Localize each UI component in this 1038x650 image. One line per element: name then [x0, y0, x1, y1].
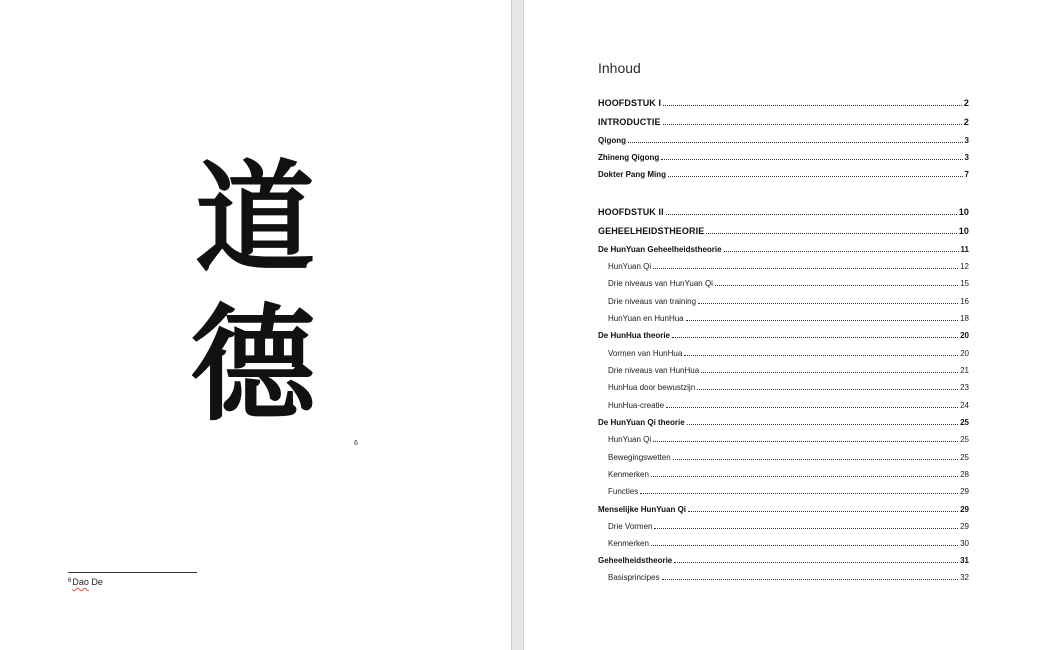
toc-entry-page: 32	[960, 573, 969, 582]
toc-entry-page: 2	[963, 117, 969, 127]
toc-entry-page: 12	[960, 262, 969, 271]
toc-entry[interactable]	[598, 346, 969, 358]
toc-entry-label: HOOFDSTUK I	[598, 98, 662, 108]
toc-entry-label: Vormen van HunHua	[608, 349, 683, 358]
toc-entry-page: 25	[960, 453, 969, 462]
toc-entry-page: 29	[960, 505, 969, 514]
toc-entry[interactable]	[598, 415, 969, 427]
toc-entry[interactable]	[598, 450, 969, 462]
toc-entry-label: HunYuan en HunHua	[608, 314, 684, 323]
toc-leader-dots	[654, 527, 958, 529]
toc-leader-dots	[668, 175, 963, 177]
toc-leader-dots	[715, 284, 958, 286]
toc-entry-label: Zhineng Qigong	[598, 153, 660, 162]
footnote-text: De	[91, 577, 103, 587]
toc-entry-page: 25	[960, 435, 969, 444]
footnote	[68, 577, 103, 587]
footnote-separator	[68, 572, 197, 573]
toc-entry-page: 23	[960, 383, 969, 392]
toc-leader-dots	[686, 319, 958, 321]
toc-leader-dots	[651, 544, 958, 546]
toc-entry-label: Qigong	[598, 136, 626, 145]
toc-entry-page: 24	[960, 401, 969, 410]
toc-entry[interactable]	[598, 432, 969, 444]
toc-entry[interactable]	[598, 150, 969, 162]
toc-entry-label: HunHua door bewustzijn	[608, 383, 696, 392]
toc-entry-label: GEHEELHEIDSTHEORIE	[598, 226, 705, 236]
toc-leader-dots	[698, 302, 958, 304]
toc-entry-page: 18	[960, 314, 969, 323]
toc-entry-label: Geheelheidstheorie	[598, 556, 673, 565]
toc-leader-dots	[673, 458, 958, 460]
toc-entry[interactable]	[598, 259, 969, 271]
toc-entry-label: Functies	[608, 487, 639, 496]
toc-leader-dots	[688, 510, 958, 512]
toc-entry[interactable]	[598, 570, 969, 582]
toc-entry-label: HOOFDSTUK II	[598, 207, 664, 217]
toc-leader-dots	[663, 104, 962, 106]
toc-entry-label: HunHua-creatie	[608, 401, 665, 410]
toc-entry[interactable]	[598, 224, 969, 236]
toc-entry[interactable]	[598, 363, 969, 375]
toc-entry-page: 15	[960, 279, 969, 288]
toc-leader-dots	[653, 267, 958, 269]
toc-title: Inhoud	[598, 60, 641, 76]
toc-entry-page: 31	[960, 556, 969, 565]
toc-entry[interactable]	[598, 398, 969, 410]
toc-entry-label: Kenmerken	[608, 470, 649, 479]
toc-entry-page: 29	[960, 487, 969, 496]
toc-entry-label: Drie niveaus van training	[608, 297, 697, 306]
toc-entry[interactable]	[598, 294, 969, 306]
toc-entry-page: 10	[958, 207, 969, 217]
toc-entry-label: Kenmerken	[608, 539, 649, 548]
footnote-word-misspelled[interactable]: Dao	[72, 577, 89, 587]
toc-entry-page: 16	[960, 297, 969, 306]
toc-entry[interactable]	[598, 115, 969, 127]
toc-entry[interactable]	[598, 242, 969, 254]
footnote-number: 6	[68, 578, 72, 584]
toc-entry-label: Bewegingswetten	[608, 453, 671, 462]
toc-entry-label: De HunYuan Geheelheidstheorie	[598, 245, 722, 254]
calligraphy-image	[185, 140, 325, 430]
toc-entry[interactable]	[598, 519, 969, 531]
toc-entry[interactable]	[598, 536, 969, 548]
toc-leader-dots	[666, 406, 958, 408]
toc-entry[interactable]	[598, 311, 969, 323]
toc-entry[interactable]	[598, 276, 969, 288]
toc-leader-dots	[672, 336, 958, 338]
toc-entry[interactable]	[598, 467, 969, 479]
toc-entry[interactable]	[598, 205, 969, 217]
toc-leader-dots	[706, 232, 956, 234]
page-gap	[511, 0, 524, 650]
toc-leader-dots	[640, 492, 958, 494]
toc-entry-page: 21	[960, 366, 969, 375]
toc-leader-dots	[666, 213, 957, 215]
toc-entry-page: 20	[960, 349, 969, 358]
calligraphy-char-dao: 道	[195, 150, 315, 289]
toc-entry[interactable]	[598, 502, 969, 514]
right-page	[524, 0, 1038, 650]
footnote-reference: 6	[354, 440, 358, 447]
toc-entry-page: 28	[960, 470, 969, 479]
toc-entry-label: Drie niveaus van HunHua	[608, 366, 700, 375]
toc-leader-dots	[661, 158, 962, 160]
toc-leader-dots	[662, 578, 959, 580]
toc-entry-label: Dokter Pang Ming	[598, 170, 667, 179]
toc-leader-dots	[687, 423, 958, 425]
toc-leader-dots	[697, 388, 958, 390]
toc-leader-dots	[701, 371, 958, 373]
toc-leader-dots	[663, 123, 962, 125]
toc-entry-page: 20	[960, 331, 969, 340]
toc-entry[interactable]	[598, 484, 969, 496]
left-page	[0, 0, 511, 650]
toc-entry-label: Drie niveaus van HunYuan Qi	[608, 279, 713, 288]
toc-entry-page: 25	[960, 418, 969, 427]
toc-entry-label: Drie Vormen	[608, 522, 653, 531]
toc-leader-dots	[651, 475, 958, 477]
toc-entry-page: 3	[964, 136, 969, 145]
toc-entry-page: 29	[960, 522, 969, 531]
toc-entry-page: 2	[963, 98, 969, 108]
toc-entry-page: 10	[958, 226, 969, 236]
toc-entry-label: De HunHua theorie	[598, 331, 671, 340]
toc-entry[interactable]	[598, 96, 969, 108]
toc-entry-label: De HunYuan Qi theorie	[598, 418, 685, 427]
toc-entry-page: 30	[960, 539, 969, 548]
toc-leader-dots	[628, 141, 963, 143]
toc-entry-page: 11	[960, 245, 969, 254]
toc-entry-label: Menselijke HunYuan Qi	[598, 505, 687, 514]
toc-entry[interactable]	[598, 133, 969, 145]
toc-entry-page: 3	[964, 153, 969, 162]
toc-leader-dots	[653, 440, 958, 442]
toc-entry[interactable]	[598, 167, 969, 179]
toc-entry-label: HunYuan Qi	[608, 262, 652, 271]
toc-leader-dots	[724, 250, 959, 252]
calligraphy-char-de: 德	[190, 293, 316, 430]
toc-entry[interactable]	[598, 328, 969, 340]
toc-entry[interactable]	[598, 380, 969, 392]
toc-entry[interactable]	[598, 553, 969, 565]
toc-leader-dots	[684, 354, 958, 356]
toc-leader-dots	[674, 561, 958, 563]
toc-entry-label: INTRODUCTIE	[598, 117, 661, 127]
toc-entry-label: HunYuan Qi	[608, 435, 652, 444]
toc-entry-label: Basisprincipes	[608, 573, 660, 582]
toc-entry-page: 7	[964, 170, 969, 179]
